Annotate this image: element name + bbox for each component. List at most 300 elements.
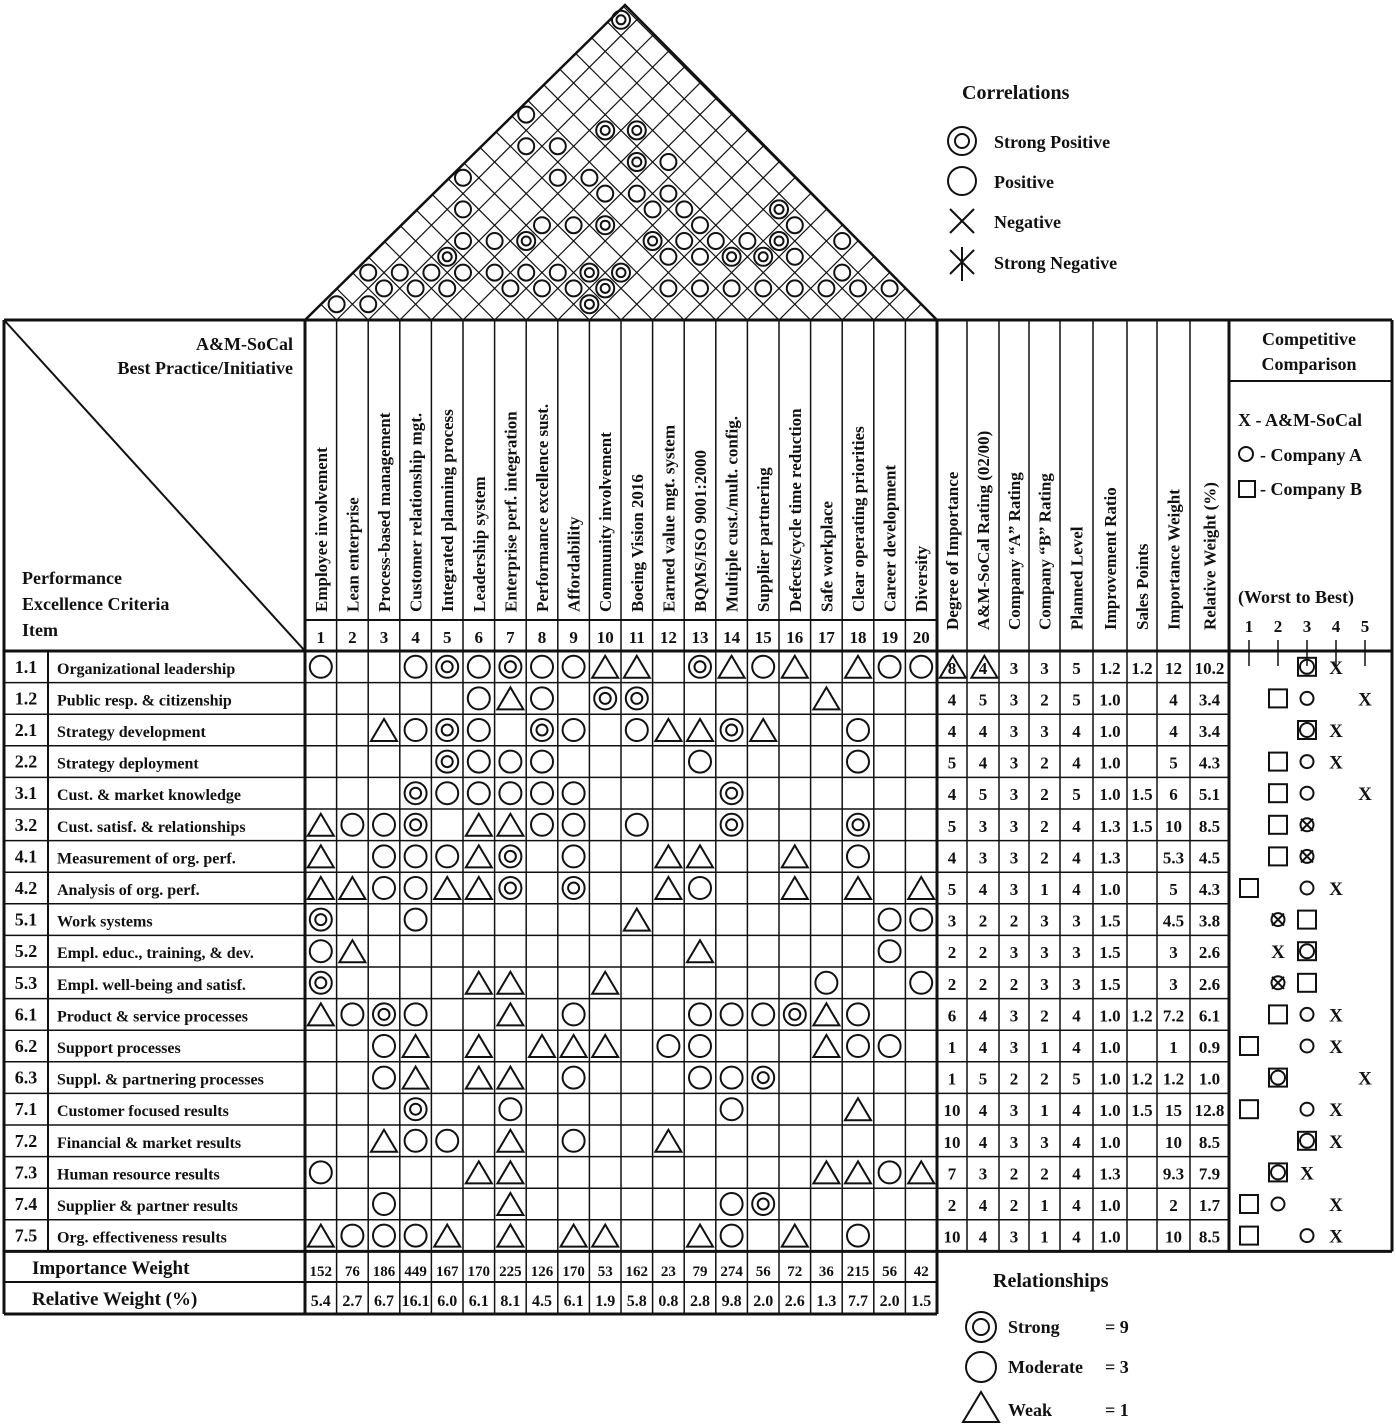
inner-ring [601,126,610,135]
planning-value: 4 [978,1227,988,1247]
roof-positive [787,249,803,265]
planning-value: 1.0 [1099,1132,1121,1152]
planning-value: 6 [1169,785,1178,805]
competitive-legend-x: X - A&M-SoCal [1238,410,1362,430]
moderate-relationship [373,814,395,836]
planning-value: 1 [1040,1038,1049,1057]
planning-value: 5 [978,785,988,805]
planning-value: 1.3 [1099,816,1121,836]
relative-weight-value: 5.8 [626,1293,647,1310]
roof-positive [787,217,803,233]
planning-value: 2 [1040,690,1049,710]
scale-number: 3 [1302,617,1312,636]
moderate-relationship [689,751,711,773]
planning-value: 3 [1169,974,1178,994]
planning-value: 1 [1040,1196,1049,1215]
criteria-name: Strategy development [57,724,206,741]
importance-weight-value: 79 [692,1264,708,1280]
weak-relationship [308,1225,334,1247]
roof-strong-positive [754,248,772,266]
company-a-mark [1301,1040,1314,1053]
outer-ring [723,248,741,266]
inner-ring [379,1009,390,1020]
planning-value: 3 [1009,1006,1019,1026]
importance-weight-value: 186 [372,1264,396,1280]
importance-weight-value: 225 [499,1264,522,1280]
planning-value: 3 [1009,816,1019,836]
planning-value: 4 [978,1101,988,1121]
criteria-id: 6.1 [14,1004,38,1025]
criteria-name: Org. effectiveness results [57,1229,227,1247]
roof-positive [692,280,708,296]
criteria-id: 7.4 [14,1194,38,1214]
legend-weak-value: = 1 [1105,1400,1129,1420]
criteria-name: Analysis of org. perf. [57,882,200,899]
inner-ring [410,788,421,799]
strong-negative-icon [950,247,974,281]
roof-positive [376,280,392,296]
weak-relationship [466,814,492,836]
planning-value: 1.2 [1131,1006,1153,1026]
competitive-scale-label: (Worst to Best) [1238,587,1354,607]
roof-positive [566,280,582,296]
moderate-relationship [847,1035,869,1057]
planning-value: 4 [1072,1196,1081,1215]
outer-ring [499,656,521,678]
initiative-label: Employee involvement [311,447,331,612]
weak-relationship [845,1098,871,1120]
planning-value: 10 [943,1132,961,1152]
legend-strong-negative: Strong Negative [994,253,1118,273]
roof-strong-positive [596,121,614,139]
strong-relationship [373,1003,395,1025]
planning-value: 10 [1165,1132,1182,1152]
initiative-label: Safe workplace [817,501,837,612]
roof-positive [550,138,566,154]
weak-relationship [750,719,776,741]
company-a-mark [1272,1198,1285,1211]
company-a-mark [1301,1008,1314,1021]
moderate-relationship [626,814,648,836]
a-m-socal-mark: X [1271,942,1285,964]
strong-relationship [436,751,458,773]
roof-positive [455,201,471,217]
relative-weight-value: 6.0 [437,1293,458,1310]
relative-weight-label: Relative Weight (%) [32,1289,198,1310]
criteria-name: Customer focused results [57,1103,229,1121]
company-a-mark [1271,1071,1285,1085]
planning-header: Sales Points [1133,543,1152,630]
criteria-id: 7.2 [14,1130,38,1151]
planning-value: 1 [1169,1038,1178,1057]
moderate-relationship [436,1130,458,1152]
weak-relationship [497,1003,523,1025]
relative-weight-value: 7.7 [848,1293,868,1310]
planning-value: 3 [1169,943,1178,963]
strong-relationship [721,719,743,741]
planning-value: 10 [943,1227,961,1247]
weak-relationship-icon [963,1392,999,1422]
criteria-name: Strategy deployment [57,755,199,773]
roof-positive [692,217,708,233]
weak-relationship [782,877,808,899]
planning-value: 4.3 [1198,753,1221,773]
strong-relationship [721,814,743,836]
outer-ring [373,1003,395,1025]
roof-positive [423,265,439,281]
planning-value: 1.0 [1099,1038,1121,1057]
initiative-label: Clear operating priorities [849,426,868,612]
moderate-relationship [626,719,648,741]
moderate-relationship [847,751,869,773]
roof-strong-positive [723,248,741,266]
roof-positive [708,233,724,249]
company-b-mark [1298,974,1316,992]
weak-relationship [497,1067,523,1089]
company-a-icon [1239,447,1253,461]
moderate-relationship [657,1035,679,1057]
planning-value: 3 [1072,911,1081,931]
roof-positive [581,170,597,186]
planning-value: 4 [1169,690,1178,710]
planning-value: 10 [1165,1227,1182,1247]
competitive-legend-a: - Company A [1260,445,1363,465]
relative-weight-value: 6.7 [374,1293,394,1310]
planning-value: 3 [978,816,988,836]
criteria-id: 4.2 [14,878,38,898]
roof-positive [692,249,708,265]
weak-relationship [813,687,839,709]
weak-relationship [308,1003,334,1025]
outer-ring [405,814,427,836]
relative-weight-value: 2.8 [690,1293,710,1310]
company-a-mark [1301,787,1314,800]
roof-strong-positive [596,279,614,297]
outer-ring [612,11,630,29]
moderate-relationship [563,719,585,741]
outer-ring [310,909,332,931]
roof-strong-positive [644,232,662,250]
criteria-id: 3.1 [14,783,38,804]
a-m-socal-mark: X [1329,1195,1343,1216]
planning-value: 5.1 [1198,785,1221,805]
planning-value: 3 [1072,943,1081,963]
moderate-relationship [373,1193,395,1215]
roof-positive [455,233,471,249]
planning-value: 1.2 [1099,658,1121,678]
roof-strong-positive [438,248,456,266]
scale-number: 1 [1244,617,1254,636]
weak-relationship [466,845,492,867]
roof-grid-line [210,4,526,320]
weak-relationship [845,656,871,678]
inner-ring [617,15,626,24]
outer-ring [612,264,630,282]
weak-relationship [434,877,460,899]
planning-value: 1 [947,1038,957,1057]
initiative-label: Diversity [912,545,932,612]
inner-ring [600,693,611,704]
a-m-socal-mark: X [1329,879,1343,900]
planning-value: 4 [978,658,988,678]
company-b-mark [1269,784,1287,802]
moderate-relationship [468,751,490,773]
legend-strong: Strong [1008,1317,1060,1337]
planning-value: 3 [1009,943,1019,963]
moderate-relationship [879,1035,901,1057]
importance-weight-value: 167 [435,1264,459,1280]
planning-header: Degree of Importance [943,471,962,630]
weak-relationship [497,687,523,709]
a-m-socal-mark: X [1329,1005,1343,1027]
importance-weight-value: 72 [787,1264,803,1280]
initiative-number: 3 [379,628,389,647]
initiative-number: 20 [912,628,930,647]
roof-positive [660,154,676,170]
inner-ring [585,300,594,309]
weak-relationship [529,1035,555,1057]
planning-value: 3 [1040,722,1049,741]
negative-icon [950,209,974,233]
planning-value: 1.2 [1131,1069,1153,1089]
company-b-mark [1269,816,1287,834]
moderate-relationship [436,845,458,867]
strong-relationship [310,909,332,931]
planning-value: 4 [1072,1101,1081,1121]
weak-relationship [371,1130,397,1152]
planning-value: 3 [978,1164,988,1184]
planning-value: 1.0 [1099,1069,1121,1089]
roof-grid-line [115,4,431,320]
importance-weight-value: 56 [755,1264,771,1280]
criteria-name: Cust. satisf. & relationships [57,818,246,836]
strong-relationship [784,1003,806,1025]
weak-relationship [339,940,365,962]
planning-value: 3 [947,911,957,931]
planning-value: 3 [1072,974,1081,994]
criteria-id: 1.2 [14,688,38,709]
importance-weight-value: 23 [660,1264,676,1280]
company-a-mark [1301,1103,1314,1116]
planning-header: Company “B” Rating [1035,473,1055,630]
planning-value: 4 [1072,1227,1081,1247]
strong-relationship [436,656,458,678]
moderate-relationship [405,1003,427,1025]
moderate-relationship [310,940,332,962]
roof-positive [850,280,866,296]
planning-value: 2 [1040,816,1049,836]
planning-value: 1.2 [1162,1069,1185,1089]
moderate-relationship [405,719,427,741]
weak-relationship [308,877,334,899]
planning-value: 4 [947,848,957,868]
strong-relationship [531,719,553,741]
inner-ring [758,1072,769,1083]
roof-positive [597,186,613,202]
initiative-number: 18 [849,628,867,647]
criteria-id: 2.2 [14,751,38,772]
initiative-label: Community involvement [596,432,616,612]
initiative-label: Multiple cust./mult. config. [722,416,742,612]
planning-value: 4 [978,1196,988,1215]
legend-positive: Positive [994,172,1054,192]
relative-weight-value: 0.8 [658,1293,679,1310]
a-m-socal-mark: X [1329,657,1343,679]
inner-ring [410,1104,421,1115]
planning-value: 12.8 [1194,1101,1225,1121]
planning-value: 2 [1040,1069,1049,1089]
strong-relationship [752,1193,774,1215]
outer-ring [628,121,646,139]
planning-value: 5 [947,880,957,899]
weak-relationship [308,814,334,836]
moderate-relationship-icon [966,1352,996,1382]
outer-ring [721,814,743,836]
planning-value: 4.3 [1198,880,1221,899]
weak-relationship [908,877,934,899]
strong-relationship [689,656,711,678]
a-m-socal-mark: X [1329,1037,1343,1058]
initiative-label: Customer relationship mgt. [406,412,426,612]
roof-grid-line [147,4,463,320]
planning-value: 3 [1009,848,1019,868]
inner-ring [632,158,641,167]
moderate-relationship [531,751,553,773]
outer-ring [499,845,521,867]
planning-value: 3 [1009,753,1019,773]
initiative-label: Boeing Vision 2016 [627,474,647,612]
outer-ring [580,295,598,313]
strong-relationship [847,814,869,836]
moderate-relationship [405,1225,427,1247]
strong-relationship [310,972,332,994]
initiative-label: Performance excellence sust. [533,403,552,612]
planning-value: 7.2 [1162,1006,1185,1026]
planning-value: 2 [947,943,957,963]
initiative-number: 5 [442,628,452,647]
roof-positive [518,107,534,123]
strong-relationship [436,719,458,741]
planning-value: 1 [1040,1227,1049,1247]
initiative-number: 12 [659,628,677,647]
outer-ring [626,687,648,709]
criteria-header-2: Excellence Criteria [22,594,170,614]
company-b-mark [1269,689,1287,707]
planning-header: Planned Level [1067,526,1087,630]
outer-ring [405,782,427,804]
planning-value: 4 [978,1132,988,1152]
criteria-name: Financial & market results [57,1134,242,1152]
weak-relationship [434,1225,460,1247]
planning-value: 4 [1072,816,1081,836]
moderate-relationship [373,1035,395,1057]
initiative-number: 4 [411,628,420,647]
initiative-header-1: A&M-SoCal [196,334,293,354]
outer-ring [770,200,788,218]
inner-ring [727,252,736,261]
weak-relationship [403,1067,429,1089]
moderate-relationship [910,909,932,931]
inner-ring [726,819,737,830]
moderate-relationship [468,719,490,741]
roof-positive [487,233,503,249]
inner-ring [443,252,452,261]
inner-ring [410,819,421,830]
planning-header: Improvement Ratio [1101,487,1120,630]
weak-relationship [403,1035,429,1057]
weak-relationship [466,1067,492,1089]
roof-strong-positive [612,11,630,29]
importance-weight-value: 215 [846,1264,870,1280]
roof-grid-line [0,4,305,320]
outer-ring [770,232,788,250]
moderate-relationship [341,814,363,836]
roof-positive [360,296,376,312]
weak-relationship [592,972,618,994]
outer-ring [721,719,743,741]
moderate-relationship [847,845,869,867]
strong-relationship [499,845,521,867]
planning-value: 1.5 [1131,785,1153,805]
weak-relationship [497,1161,523,1183]
legend-moderate: Moderate [1008,1357,1083,1377]
planning-value: 2.6 [1198,974,1221,994]
roof-positive [676,233,692,249]
company-a-mark [1300,1134,1314,1148]
planning-value: 8.5 [1198,816,1221,836]
initiative-label: BQMS/ISO 9001:2000 [691,450,710,612]
weak-relationship [655,845,681,867]
planning-value: 2 [1009,1069,1019,1089]
planning-value: 1.2 [1131,658,1153,678]
outer-ring [436,656,458,678]
roof-positive [534,217,550,233]
criteria-header-3: Item [22,620,58,640]
importance-weight-value: 170 [562,1264,585,1280]
outer-ring [563,877,585,899]
roof-positive [550,265,566,281]
planning-value: 2 [978,943,988,963]
weak-relationship [655,1130,681,1152]
weak-relationship [655,877,681,899]
inner-ring [442,725,453,736]
weak-relationship [592,656,618,678]
weak-relationship [466,1161,492,1183]
criteria-id: 5.1 [14,909,38,930]
inner-ring [648,237,657,246]
moderate-relationship [721,1067,743,1089]
planning-value: 8.5 [1198,1132,1221,1152]
planning-value: 1.0 [1198,1069,1221,1089]
criteria-id: 6.3 [14,1067,38,1088]
planning-value: 2 [947,1196,957,1215]
planning-value: 10 [1165,816,1182,836]
initiative-label: Supplier partnering [754,467,774,612]
strong-relationship [563,877,585,899]
importance-weight-value: 76 [344,1264,360,1280]
initiative-label: Career development [880,464,900,612]
company-a-mark [1300,723,1314,737]
planning-header: Relative Weight (%) [1200,482,1220,630]
legend-strong-value: = 9 [1105,1317,1129,1337]
moderate-relationship [563,845,585,867]
moderate-relationship [405,845,427,867]
criteria-id: 5.2 [14,941,38,962]
moderate-relationship [405,656,427,678]
roof-positive [676,201,692,217]
planning-value: 1.0 [1099,880,1121,899]
initiative-label: Affordability [564,516,584,612]
